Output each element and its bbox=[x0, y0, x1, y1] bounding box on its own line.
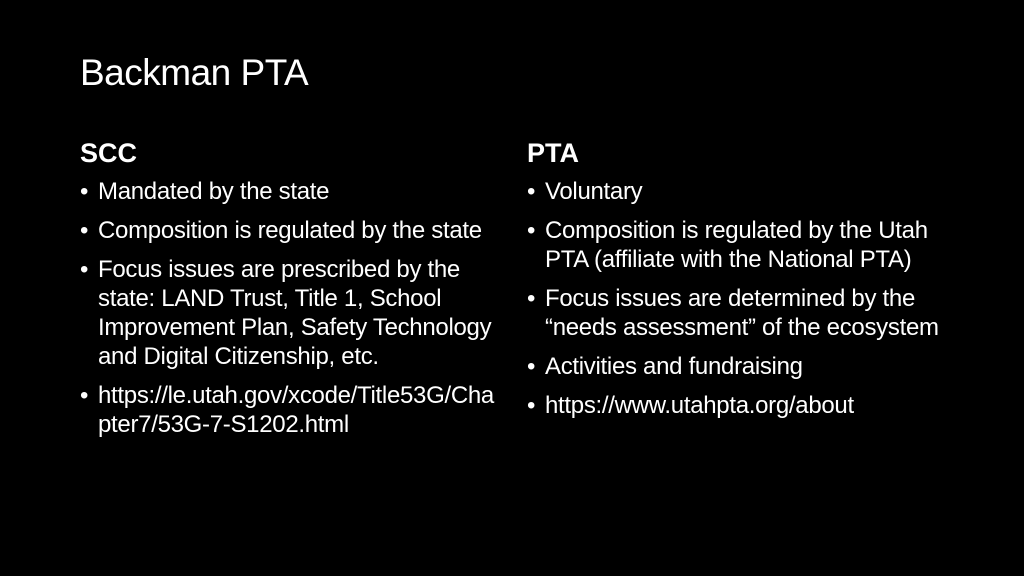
pta-column bbox=[527, 138, 947, 430]
list-item: • Activities and fundraising bbox=[527, 352, 947, 381]
list-item: • Voluntary bbox=[527, 177, 947, 206]
list-item: • Composition is regulated by the Utah PTA (affiliate with the National PTA) bbox=[527, 216, 947, 274]
scc-link[interactable]: • https://le.utah.gov/xcode/Title53G/Chapter7/53G-7-S1202.html bbox=[80, 381, 500, 439]
list-item: • Focus issues are determined by the “needs assessment” of the ecosystem bbox=[527, 284, 947, 342]
scc-heading: SCC bbox=[80, 138, 138, 168]
list-item: • Focus issues are prescribed by the state: LAND Trust, Title 1, School Improvement Plan, Safety Technology and Digital Citizenship, etc. bbox=[80, 255, 500, 371]
pta-heading: PTA bbox=[527, 138, 579, 168]
pta-link[interactable]: • https://www.utahpta.org/about bbox=[527, 391, 947, 420]
list-item: • Mandated by the state bbox=[80, 177, 500, 206]
scc-column bbox=[80, 138, 500, 449]
list-item: • Composition is regulated by the state bbox=[80, 216, 500, 245]
slide-title: Backman PTA bbox=[80, 52, 309, 93]
